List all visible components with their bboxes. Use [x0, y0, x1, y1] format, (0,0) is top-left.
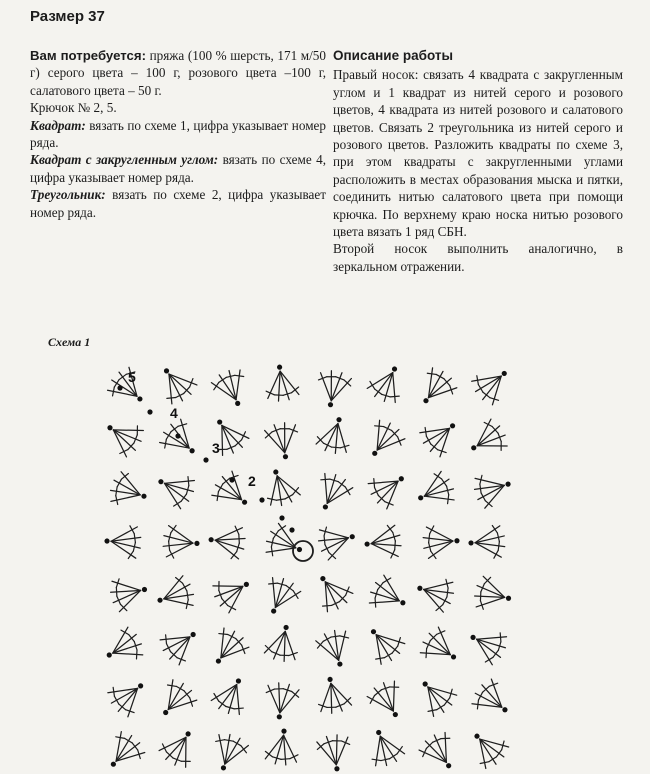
fan-motif [163, 525, 199, 558]
fan-motif [216, 628, 249, 664]
scheme-label: Схема 1 [48, 335, 91, 349]
fan-motif [472, 679, 508, 712]
fan-motif [108, 367, 143, 401]
description-paragraph-2: Второй носок выполнить аналогично, в зеркальном отражении. [333, 241, 623, 274]
description-paragraph-1: Правый носок: связать 4 квадрата с закругленным углом и 1 квадрат из нитей серого и розового цветов, 4 квадрата из нитей розового и салатового цветов. Связать 2 треугольника из нитей серого и розового цветов. Разложить квадраты по схеме 3, при этом квадраты с закругленными углами расположить в местах образования мыска и пятки, соединить нитью салатового цвета при помощи крючка. По верхнему краю носка нитью розового цвета вязать 1 ряд СБН. [333, 67, 623, 240]
fan-motif [321, 473, 353, 509]
fan-motif [111, 732, 145, 767]
fan-motif [264, 625, 297, 661]
fan-motif [475, 576, 511, 609]
fan-motif [423, 368, 456, 403]
fan-motif [164, 368, 197, 404]
fan-motif [111, 472, 147, 505]
fan-motif [475, 475, 511, 508]
fan-motif [468, 525, 504, 558]
fan-motif [160, 632, 196, 665]
row-number-3: 3 [212, 440, 220, 456]
triangle-text: вязать по схеме 2, цифра указывает номер ряда. [30, 187, 326, 220]
fan-motif [318, 371, 351, 408]
fan-motif [367, 366, 399, 402]
fan-motif [365, 525, 401, 558]
fan-motif [471, 419, 507, 450]
fan-motif [266, 683, 299, 720]
fan-motif [423, 526, 459, 559]
fan-motif [320, 576, 353, 612]
materials-text: пряжа (100 % шерсть, 171 м/50 г) серого цвета – 100 г, розового цвета –100 г, салатового цвета – 50 г. [30, 48, 326, 98]
fan-motif [111, 579, 147, 612]
materials-column [30, 47, 326, 221]
fan-motif [157, 576, 193, 609]
hook-text: Крючок № 2, 5. [30, 100, 117, 116]
fan-motif [266, 365, 299, 402]
fan-motif [372, 730, 404, 766]
row-number-2: 2 [248, 473, 256, 489]
fan-motif [423, 681, 457, 716]
fan-motif [212, 471, 247, 505]
fan-motif [108, 683, 143, 717]
fan-motif [158, 477, 194, 509]
square-text: вязать по схеме 1, цифра указывает номер ряда. [30, 117, 326, 151]
rounded-square-instruction [30, 151, 326, 186]
square-instruction [30, 117, 326, 152]
fan-motif [211, 678, 243, 714]
fan-motif [217, 419, 249, 455]
fan-motif [418, 471, 454, 503]
fan-motif [367, 681, 399, 717]
fan-motif [472, 371, 507, 405]
square-label: Квадрат: [30, 117, 86, 133]
fan-motif [317, 735, 350, 772]
triangle-instruction [30, 186, 326, 221]
fan-motif [216, 735, 249, 771]
description-column [333, 47, 623, 275]
fan-motif [369, 575, 405, 607]
fan-motif [319, 677, 352, 714]
row-number-4: 4 [170, 405, 178, 421]
fan-motif [209, 526, 246, 559]
fan-motif [266, 523, 302, 555]
fan-motif [211, 370, 243, 406]
center-ring [293, 541, 313, 561]
fan-motif [372, 420, 405, 456]
fan-motif [419, 732, 451, 768]
fan-motif [319, 527, 355, 560]
fan-motif [269, 578, 301, 614]
rounded-square-text: вязать по схеме 4, цифра указывает номер ряда. [30, 152, 327, 185]
triangle-label: Треугольник: [30, 187, 106, 203]
row-number-5: 5 [128, 369, 136, 385]
fan-motif [470, 633, 506, 665]
fan-motif [104, 526, 140, 559]
materials-paragraph [30, 47, 326, 99]
fan-motif [265, 729, 298, 765]
fan-motif [159, 731, 191, 767]
size-title: Размер 37 [30, 8, 105, 25]
crochet-scheme-diagram [0, 340, 650, 774]
fan-motif [371, 629, 405, 664]
scheme-motifs [104, 365, 511, 772]
fan-motif [420, 627, 456, 659]
fan-motif [268, 469, 301, 505]
description-heading: Описание работы [333, 48, 453, 63]
fan-motif [420, 423, 455, 457]
fan-motif [368, 476, 404, 509]
fan-motif [107, 627, 143, 659]
fan-motif [265, 423, 298, 460]
fan-motif [316, 631, 349, 667]
materials-label: Вам потребуется: [30, 48, 146, 63]
fan-motif [107, 425, 143, 457]
fan-motif [417, 579, 453, 612]
fan-motif [163, 680, 197, 715]
rounded-square-label: Квадрат с закругленным углом: [30, 152, 219, 168]
fan-motif [316, 417, 349, 453]
fan-motif [213, 581, 249, 612]
fan-motif [474, 734, 508, 769]
